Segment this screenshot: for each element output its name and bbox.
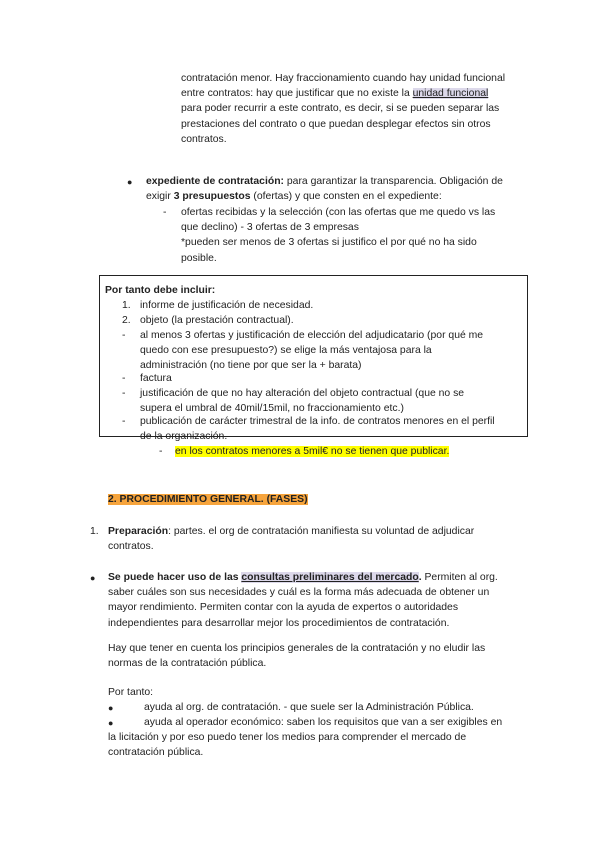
text-line: independientes para desarrollar mejor los procedimientos de contratación. [108,617,450,629]
section-heading [108,492,308,507]
list-marker: - [122,373,126,384]
text-line: contratos. [181,133,227,145]
text-segment: (ofertas) y que consten en el expediente: [250,191,442,203]
text-line: informe de justificación de necesidad. [140,300,314,311]
text-line [108,524,474,539]
text-segment: Permiten al org. [421,572,498,583]
list-item [140,328,483,374]
text-line: *pueden ser menos de 3 ofertas si justifico el por qué no ha sido [181,237,477,249]
text-line: publicación de carácter trimestral de la info. de contratos menores en el perfil [140,416,495,427]
bold-term: 3 presupuestos [173,191,251,203]
bold-text: . [418,572,422,583]
list-item [140,371,172,386]
text-segment: para garantizar la transparencia. Obligación de [284,176,503,187]
text-line: factura [140,373,172,384]
box-title: Por tanto debe incluir: [105,285,216,296]
text-line [146,189,503,204]
heading-text: 2. PROCEDIMIENTO GENERAL. (FASES) [108,494,308,505]
list-marker: 1. [90,526,99,537]
bold-label: Preparación [108,526,169,537]
text-line: de la organización. [140,431,228,443]
text-line [108,570,498,585]
list-marker: 2. [122,315,131,326]
text-line: saber cuáles son sus necesidades y cuál es la forma más adecuada de obtener un [108,587,490,599]
text-line: Hay que tener en cuenta los principios generales de la contratación y no eludir las [108,643,486,654]
bullet-icon: ● [108,718,114,728]
text-segment: exigir [146,191,174,203]
text-line: mayor rendimiento. Permiten contar con la ayuda de expertos o autoridades [108,602,459,614]
text-line: ayuda al operador económico: saben los requisitos que van a ser exigibles en [144,717,503,728]
list-marker: 1. [122,300,131,311]
text-line: objeto (la prestación contractual). [140,315,294,326]
bullet-icon: ● [90,573,96,583]
text-line [175,444,449,459]
text-line: normas de la contratación pública. [108,658,267,670]
text-line: justificación de que no hay alteración del objeto contractual (que no se [140,388,465,399]
list-marker: - [159,446,163,457]
bold-text: Se puede hacer uso de las [108,572,242,583]
text-line [146,174,503,189]
list-item [140,414,495,444]
highlighted-note: en los contratos menores a 5mil€ no se tienen que publicar. [175,446,450,457]
list-item [144,700,474,715]
text-line: supera el umbral de 40mil/15mil, no fraccionamiento etc.) [140,403,404,415]
intro-paragraph [181,71,505,147]
expediente-paragraph [146,174,503,204]
text-line [108,492,308,507]
dash-marker: - [163,207,167,218]
bullet-icon: ● [108,703,114,713]
text-segment: entre contratos: hay que justificar que no existe la [181,88,413,100]
por-tanto-continuation [108,730,466,760]
text-line: contratación menor. Hay fraccionamiento cuando hay unidad funcional [181,73,506,84]
principios-paragraph [108,641,485,671]
text-line: Por tanto: [108,687,154,698]
list-marker: - [122,388,126,399]
text-line: que declino) - 3 ofertas de 3 empresas [181,222,359,234]
expediente-sublist [181,205,495,266]
por-tanto-paragraph [108,685,153,700]
highlighted-term: consultas preliminares del mercado [241,572,419,583]
list-marker: - [122,330,126,341]
text-line: ayuda al org. de contratación. - que suele ser la Administración Pública. [144,702,474,713]
text-line: contratos. [108,541,154,553]
list-marker: - [122,416,126,427]
highlighted-term: unidad funcional [412,88,489,100]
list-item [140,313,294,328]
bullet-icon: ● [127,177,133,187]
text-line [181,86,505,101]
summary-box-title [105,283,215,298]
text-line: al menos 3 ofertas y justificación de elección del adjudicatario (por qué me [140,330,484,341]
text-line: ofertas recibidas y la selección (con las ofertas que me quedo vs las [181,207,496,218]
text-line: la licitación y por eso puedo tener los medios para comprender el mercado de [108,732,467,743]
consultas-paragraph [108,570,498,631]
text-line: para poder recurrir a este contrato, es decir, si se pueden separar las [181,103,500,115]
list-item [140,298,313,313]
text-line: quedo con ese presupuesto?) se elige la más ventajosa para la [140,345,432,357]
text-segment: : partes. el org de contratación manifiesta su voluntad de adjudicar [168,526,475,537]
text-line: posible. [181,252,217,264]
list-item [140,386,464,416]
text-line: prestaciones del contrato o que puedan desplegar efectos sin otros [181,118,491,130]
list-item [144,715,502,730]
text-line: administración (no tiene por que ser la + barata) [140,360,362,372]
preparacion-paragraph [108,524,474,554]
text-line: contratación pública. [108,747,204,759]
bold-label: expediente de contratación: [146,176,284,187]
list-subitem [175,444,449,459]
